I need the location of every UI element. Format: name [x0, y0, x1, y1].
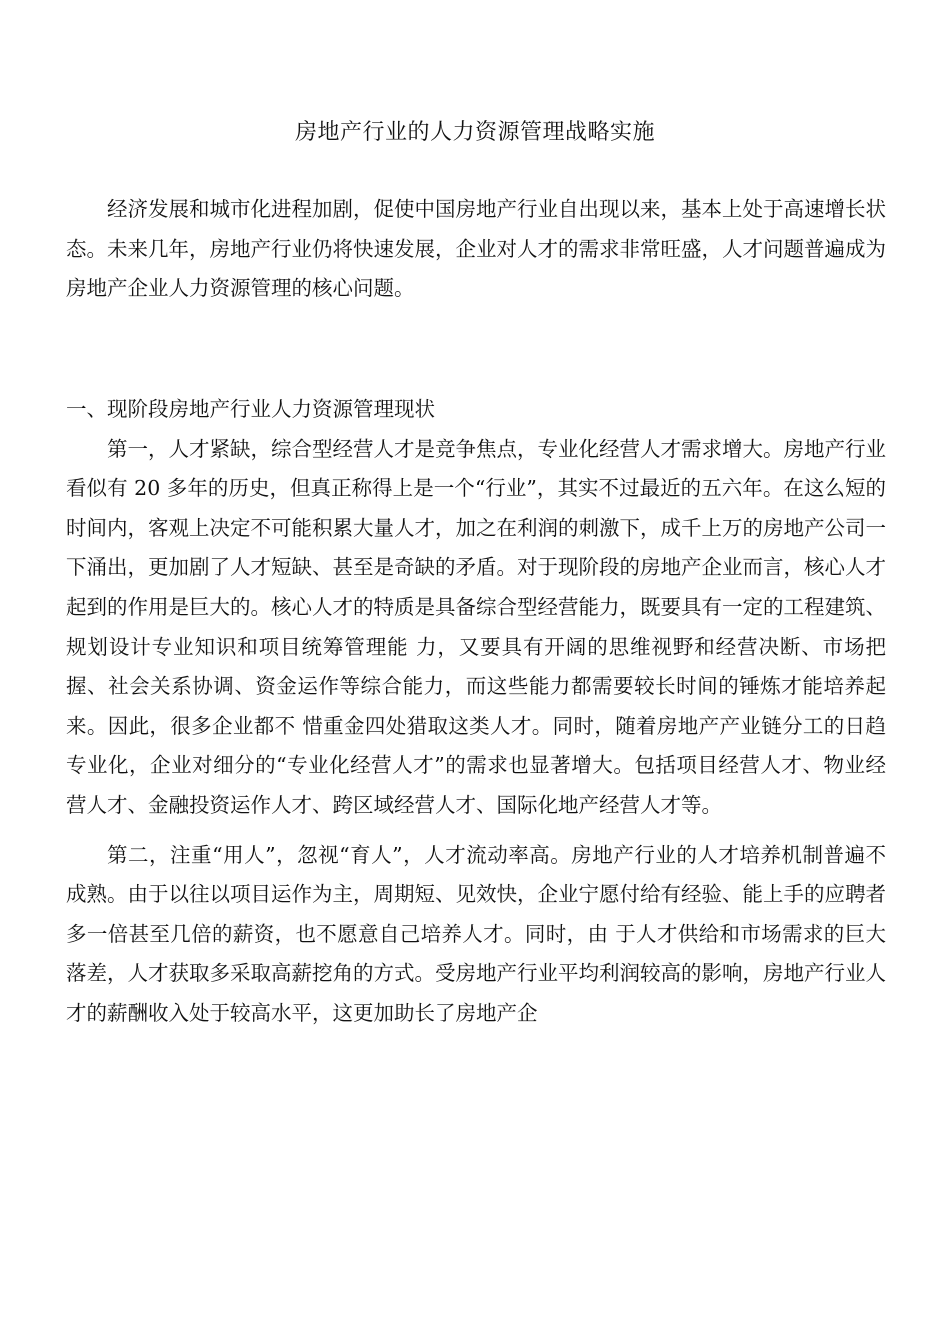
document-title: 房地产行业的人力资源管理战略实施: [294, 120, 655, 145]
paragraph-first-point: 第一，人才紧缺，综合型经营人才是竞争焦点，专业化经营人才需求增大。房地产行业看似有 20 多年的历史，但真正称得上是一个“行业”，其实不过最近的五六年。在这么短的时间内，客观上决定不可能积累大量人才，加之在利润的刺激下，成千上万的房地产公司一下涌出，更加剧了人才短缺、甚至是奇缺的矛盾。对于现阶段的房地产企业而言，核心人才起到的作用是巨大的。核心人才的特质是具备综合型经营能力，既要具有一定的工程建筑、规划设计专业知识和项目统筹管理能 力，又要具有开阔的思维视野和经营决断、市场把握、社会关系协调、资金运作等综合能力，而这些能力都需要较长时间的锤炼才能培养起来。因此，很多企业都不 惜重金四处猎取这类人才。同时，随着房地产产业链分工的日趋专业化，企业对细分的“专业化经营人才”的需求也显著增大。包括项目经营人才、物业经营人才、金融投资运作人才、跨区域经营人才、国际化地产经营人才等。: [66, 436, 886, 817]
intro-section: [66, 190, 886, 309]
intro-paragraph: 经济发展和城市化进程加剧，促使中国房地产行业自出现以来，基本上处于高速增长状态。未来几年，房地产行业仍将快速发展，企业对人才的需求非常旺盛，人才问题普遍成为房地产企业人力资源管理的核心问题。: [66, 197, 886, 301]
section-heading: 一、现阶段房地产行业人力资源管理现状: [66, 397, 435, 421]
paragraph-second-point: 第二，注重“用人”，忽视“育人”，人才流动率高。房地产行业的人才培养机制普遍不成熟。由于以往以项目运作为主，周期短、见效快，企业宁愿付给有经验、能上手的应聘者多一倍甚至几倍的薪资，也不愿意自己培养人才。同时，由 于人才供给和市场需求的巨大落差，人才获取多采取高薪挖角的方式。受房地产行业平均利润较高的影响，房地产行业人才的薪酬收入处于较高水平，这更加助长了房地产企: [66, 842, 886, 1025]
section-current-status: [66, 390, 886, 1034]
